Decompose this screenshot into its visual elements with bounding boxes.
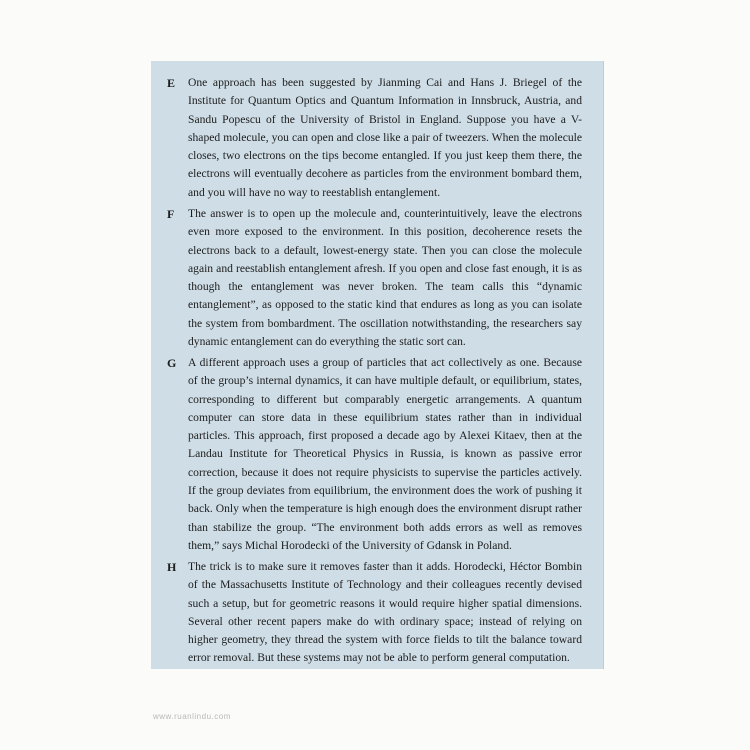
paragraph-letter-g: G (167, 356, 177, 370)
paragraph-h: The trick is to make sure it removes faster than it adds. Horodecki, Héctor Bombin of the Massachusetts Institute of Technology and their colleagues recently devised such a setup, but for geometric reasons it would require higher spatial dimensions. Several other recent papers make do with ordinary space; instead of relying on higher geometry, they thread the system with force fields to tilt the balance toward error removal. But these systems may not be able to perform general computation. (188, 560, 582, 665)
footer-url: www.ruanlindu.com (153, 712, 231, 721)
paragraph-g: A different approach uses a group of particles that act collectively as one. Because of the group’s internal dynamics, it can have multiple default, or equilibrium, states, corresponding to different but comparably energetic arrangements. A quantum computer can store data in these equilibrium states rather than in individual particles. This approach, first proposed a decade ago by Alexei Kitaev, then at the Landau Institute for Theoretical Physics in Russia, is known as passive error correction, because it does not require physicists to supervise the particles actively. If the group deviates from equilibrium, the environment does the work of pushing it back. Only when the temperature is high enough does the environment disrupt rather than stabilize the group. “The environment both adds errors as well as removes them,” says Michal Horodecki of the University of Gdansk in Poland. (188, 356, 582, 552)
paragraph-letter-h: H (167, 560, 177, 574)
paragraph-e: One approach has been suggested by Jianming Cai and Hans J. Briegel of the Institute for Quantum Optics and Quantum Information in Innsbruck, Austria, and Sandu Popescu of the University of Bristol in England. Suppose you have a V-shaped molecule, you can open and close like a pair of tweezers. When the molecule closes, two electrons on the tips become entangled. If you just keep them there, the electrons will eventually decohere as particles from the environment bombard them, and you will have no way to reestablish entanglement. (188, 76, 582, 199)
paragraph-letter-e: E (167, 76, 176, 90)
paragraph-letter-f: F (167, 207, 175, 221)
paragraph-f: The answer is to open up the molecule and, counterintuitively, leave the electrons even more exposed to the environment. In this position, decoherence resets the electrons back to a default, lowest-energy state. Then you can close the molecule again and reestablish entanglement afresh. If you open and close fast enough, it is as though the entanglement was never broken. The team calls this “dynamic entanglement”, as opposed to the static kind that endures as long as you can isolate the system from bombardment. The oscillation notwithstanding, the researchers say dynamic entanglement can do everything the static sort can. (188, 207, 582, 349)
